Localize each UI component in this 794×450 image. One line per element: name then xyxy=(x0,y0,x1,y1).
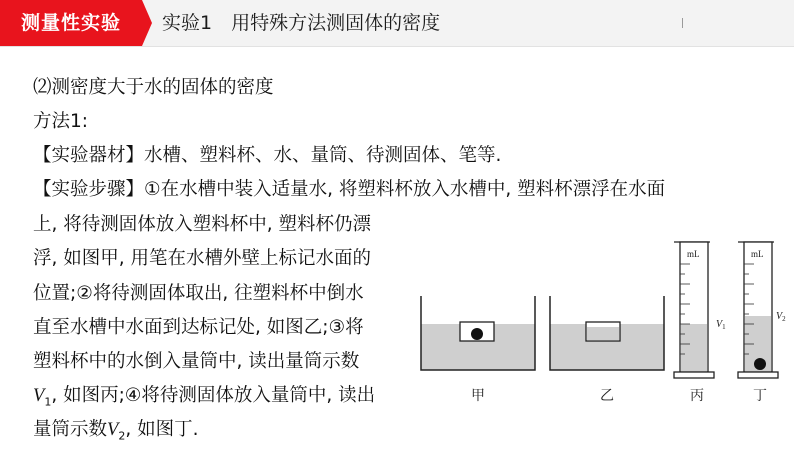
figure-label-bing: 丙 xyxy=(690,388,704,404)
steps-text-line-4: 位置;②将待测固体取出, 往塑料杯中倒水 xyxy=(33,283,364,304)
steps-text-line-5: 直至水槽中水面到达标记处, 如图乙;③将 xyxy=(33,317,364,338)
section-tag: 测量性实验 xyxy=(0,0,142,46)
figure-label-yi: 乙 xyxy=(600,388,614,404)
page-title: 实验1 用特殊方法测固体的密度 xyxy=(162,12,441,34)
figure-label-jia: 甲 xyxy=(471,388,485,404)
figure-jia xyxy=(419,296,537,372)
steps-text-line-7 xyxy=(33,383,375,416)
steps-text-line-7-rest: , 如图丙;④将待测固体放入量筒中, 读出 xyxy=(51,385,376,406)
cylinder-base xyxy=(674,372,714,378)
figure-yi xyxy=(548,296,666,372)
v2-subscript: 2 xyxy=(118,429,126,443)
cylinder-unit-label: mL xyxy=(687,249,700,259)
v2-label: $V_2$ xyxy=(776,311,786,323)
cylinder-unit-label: mL xyxy=(751,249,764,259)
cup-water xyxy=(587,327,619,340)
steps-text-line-8 xyxy=(33,417,198,450)
cylinder-water xyxy=(681,324,707,371)
steps-text-line-2: 上, 将待测固体放入塑料杯中, 塑料杯仍漂 xyxy=(33,214,372,235)
v1-label: $V_1$ xyxy=(716,319,726,331)
header-divider xyxy=(682,18,683,28)
subheading: ⑵测密度大于水的固体的密度 xyxy=(33,77,274,98)
cylinder-base xyxy=(738,372,778,378)
v2-symbol: V xyxy=(107,420,119,440)
steps-text-line-8-pre: 量筒示数 xyxy=(33,419,108,440)
solid-ball xyxy=(754,358,766,370)
method-label: 方法1: xyxy=(33,111,89,132)
figure-label-ding: 丁 xyxy=(753,388,767,404)
steps-text-line-6: 塑料杯中的水倒入量筒中, 读出量筒示数 xyxy=(33,351,360,372)
materials-text: 【实验器材】水槽、塑料杯、水、量筒、待测固体、笔等. xyxy=(33,145,502,166)
steps-text-line-8-post: , 如图丁. xyxy=(125,419,199,440)
steps-text-line-1: 【实验步骤】①在水槽中装入适量水, 将塑料杯放入水槽中, 塑料杯漂浮在水面 xyxy=(33,179,666,200)
header-bar xyxy=(0,0,794,47)
v1-symbol: V xyxy=(33,386,45,406)
solid-ball xyxy=(471,328,483,340)
v1-subscript: 1 xyxy=(44,395,52,409)
figure-bing xyxy=(672,238,734,380)
figure-ding xyxy=(736,238,794,380)
steps-text-line-3: 浮, 如图甲, 用笔在水槽外壁上标记水面的 xyxy=(33,248,372,269)
